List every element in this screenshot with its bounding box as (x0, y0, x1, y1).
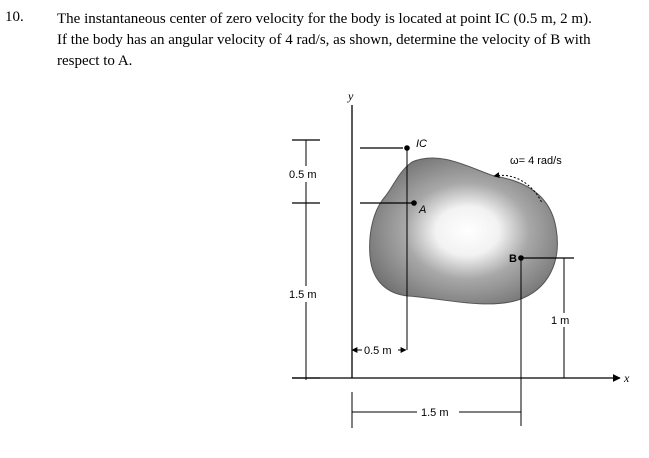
ic-label: IC (416, 138, 427, 150)
left-top-dimension: 0.5 m (289, 169, 317, 181)
problem-number: 10. (5, 9, 24, 25)
bottom-dimension-a: 0.5 m (364, 345, 392, 357)
left-bottom-dimension: 1.5 m (289, 289, 317, 301)
right-dimension: 1 m (551, 315, 570, 327)
omega-label: ω= 4 rad/s (510, 155, 562, 167)
rigid-body (370, 158, 558, 304)
a-label: A (419, 204, 427, 216)
y-axis-label: y (348, 89, 354, 103)
problem-line-3: respect to A. (57, 53, 133, 69)
b-label: B (509, 253, 517, 265)
x-axis-label: x (624, 371, 630, 385)
problem-line-2: If the body has an angular velocity of 4 rad/s, as shown, determine the velocity of B with (57, 32, 591, 48)
a-point (411, 200, 417, 206)
bottom-dimension-b: 1.5 m (421, 407, 449, 419)
problem-line-1: The instantaneous center of zero velocity for the body is located at point IC (0.5 m, 2 m). (57, 11, 592, 27)
